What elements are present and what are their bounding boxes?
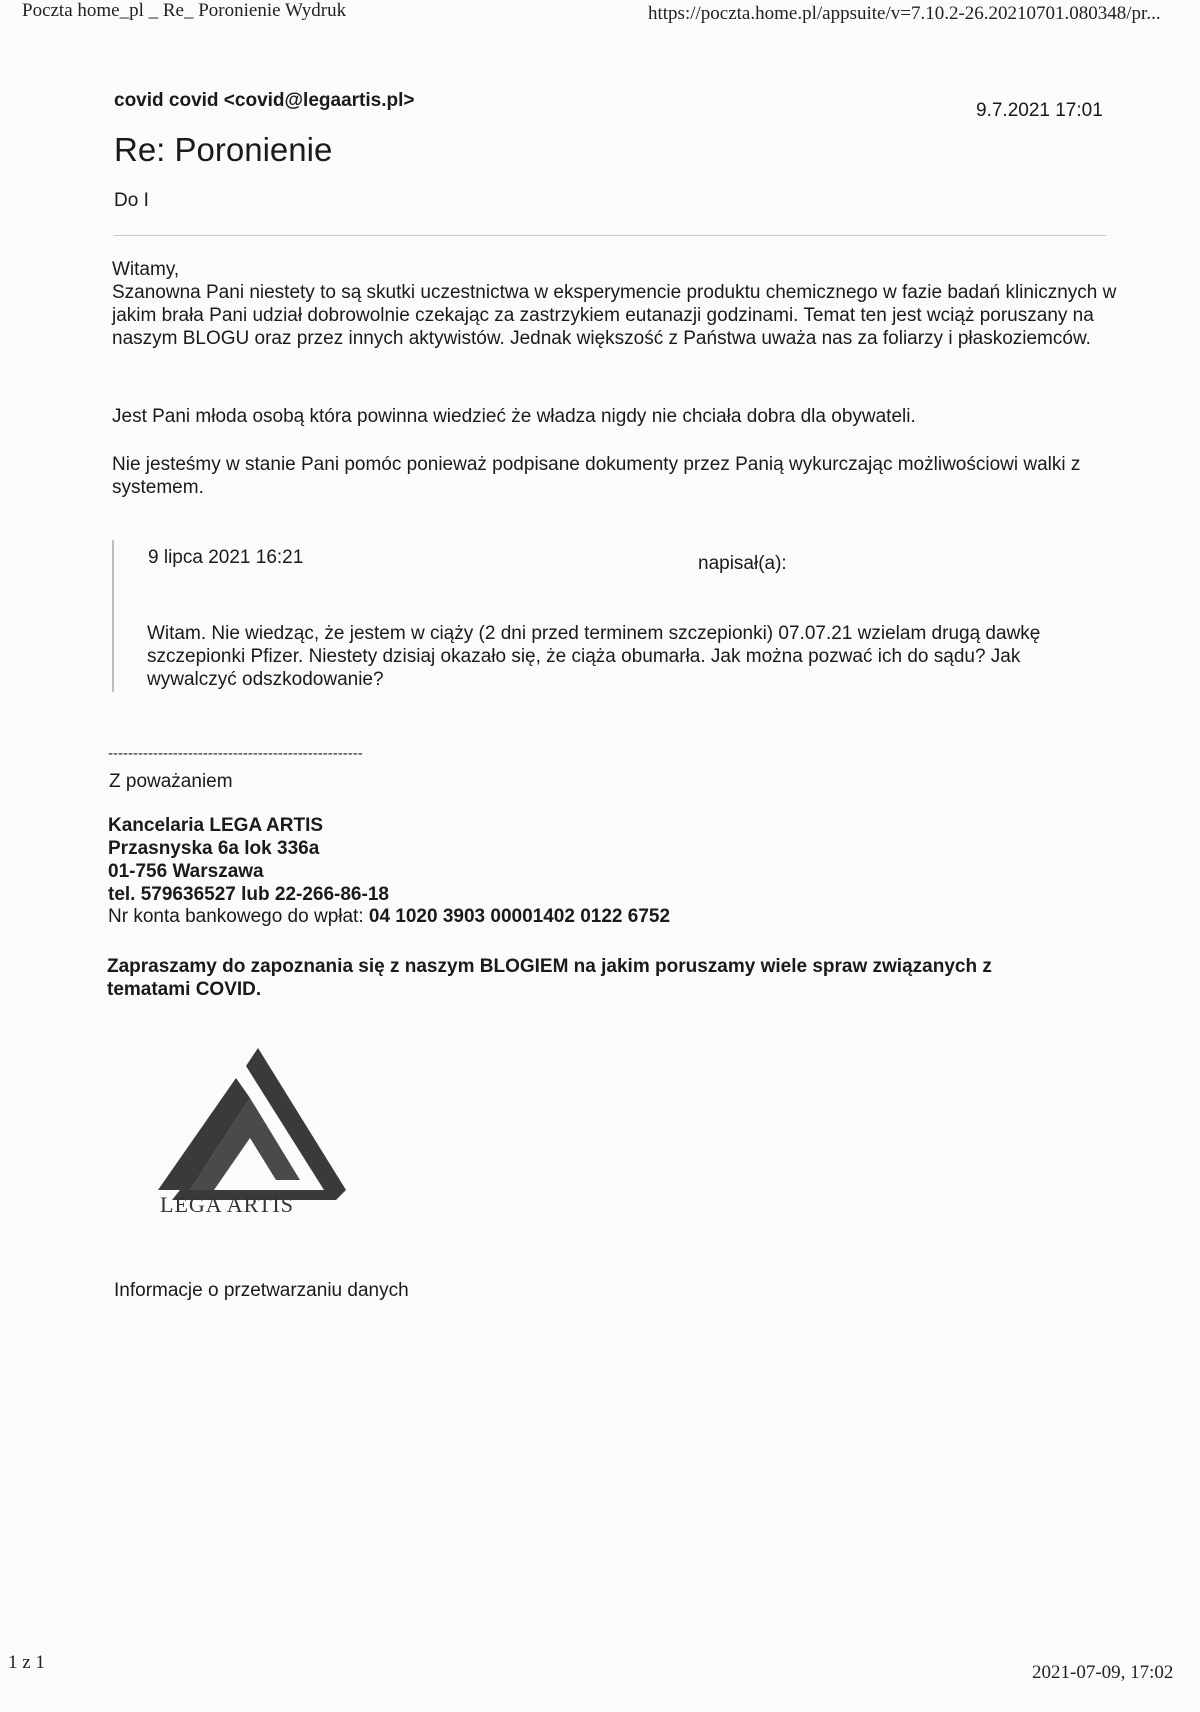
signature-firm bbox=[108, 814, 389, 906]
page-number: 1 z 1 bbox=[8, 1652, 45, 1673]
header-divider bbox=[114, 235, 1106, 236]
account-label: Nr konta bankowego do wpłat: bbox=[108, 906, 364, 927]
print-page-title: Poczta home_pl _ Re_ Poronienie Wydruk bbox=[22, 0, 347, 21]
data-processing-link[interactable]: Informacje o przetwarzaniu danych bbox=[114, 1280, 409, 1301]
message-datetime: 9.7.2021 17:01 bbox=[976, 100, 1103, 121]
lega-artis-logo-icon bbox=[150, 1040, 350, 1215]
firm-city: 01-756 Warszawa bbox=[108, 861, 264, 882]
bank-account bbox=[108, 906, 670, 928]
quoted-message: Witam. Nie wiedząc, że jestem w ciąży (2 dni przed terminem szczepionki) 07.07.21 wzielam drugą dawkę szczepionki Pfizer. Niestety dzisiaj okazało się, że ciąża obumarła. Jak można pozwać ich do sądu? Jak wywalczyć odszkodowanie? bbox=[147, 623, 1041, 690]
body-paragraph-3 bbox=[112, 453, 1102, 499]
message-subject: Re: Poronienie bbox=[114, 131, 333, 168]
signature-separator: --------------------------------------------------- bbox=[108, 745, 363, 762]
firm-name: Kancelaria LEGA ARTIS bbox=[108, 815, 324, 836]
blog-invite: Zapraszamy do zapoznania się z naszym BLOGIEM na jakim poruszamy wiele spraw związanych z tematami COVID. bbox=[107, 956, 992, 1000]
firm-phone: tel. 579636527 lub 22-266-86-18 bbox=[108, 884, 389, 905]
body-paragraph-1 bbox=[112, 281, 1117, 350]
sender: covid covid <covid@legaartis.pl> bbox=[114, 90, 415, 111]
greeting-text: Witamy, bbox=[112, 259, 180, 280]
recipient-label: Do I bbox=[114, 190, 149, 211]
quote-date: 9 lipca 2021 16:21 bbox=[148, 547, 304, 568]
paragraph-text: Szanowna Pani niestety to są skutki uczestnictwa w eksperymencie produktu chemicznego w fazie badań klinicznych w jakim brała Pani udział dobrowolnie czekając za zastrzykiem eutanazji godzinami. Temat ten jest wciąż poruszany na naszym BLOGU oraz przez innych aktywistów. Jednak większość z Państwa uważa nas za foliarzy i płaskoziemców. bbox=[112, 282, 1117, 349]
paragraph-text: Nie jesteśmy w stanie Pani pomóc ponieważ podpisane dokumenty przez Panią wykurczając możliwościowi walki z systemem. bbox=[112, 454, 1081, 498]
print-page-url: https://poczta.home.pl/appsuite/v=7.10.2-26.20210701.080348/pr... bbox=[648, 3, 1161, 24]
print-timestamp: 2021-07-09, 17:02 bbox=[1032, 1662, 1174, 1683]
greeting bbox=[112, 258, 1112, 281]
paragraph-text: Jest Pani młoda osobą która powinna wiedzieć że władza nigdy nie chciała dobra dla obywateli. bbox=[112, 406, 916, 427]
signature-regards: Z poważaniem bbox=[109, 771, 233, 792]
body-paragraph-2 bbox=[112, 405, 1112, 428]
account-number: 04 1020 3903 00001402 0122 6752 bbox=[368, 906, 671, 927]
quote-wrote: napisał(a): bbox=[698, 553, 787, 574]
firm-street: Przasnyska 6a lok 336a bbox=[108, 838, 320, 859]
logo-text: LEGA ARTIS bbox=[160, 1192, 294, 1217]
quote-bar bbox=[112, 540, 114, 692]
